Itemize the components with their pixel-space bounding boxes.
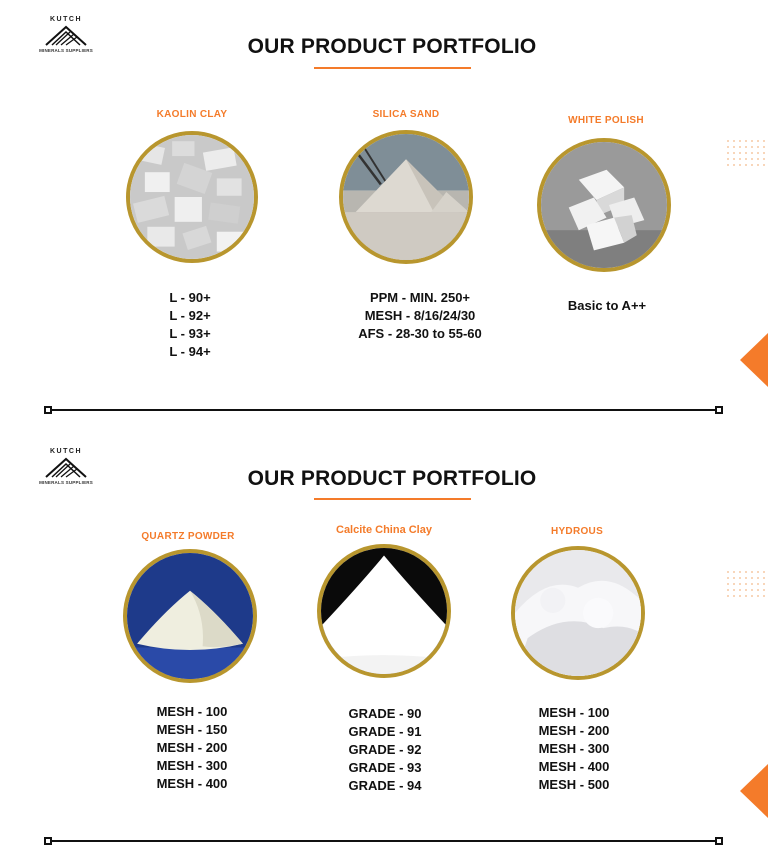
spec-line: GRADE - 92 xyxy=(348,742,422,757)
product-specs-silica-sand xyxy=(320,289,520,343)
quartz-powder-image xyxy=(123,549,257,683)
dot-grid-decoration xyxy=(724,138,768,166)
orange-triangle-decoration xyxy=(740,333,768,387)
spec-line: MESH - 400 xyxy=(156,776,228,791)
spec-line: L - 94+ xyxy=(169,344,211,359)
title-underline xyxy=(314,67,471,69)
divider-endcap-right xyxy=(715,837,723,845)
orange-triangle-decoration xyxy=(740,764,768,818)
brand-tagline: MINERALS SUPPLIERS xyxy=(39,48,93,53)
calcite-china-clay-image xyxy=(317,544,451,678)
product-label-calcite-china-clay: Calcite China Clay xyxy=(336,524,432,536)
divider-endcap-left xyxy=(44,406,52,414)
spec-line: GRADE - 91 xyxy=(348,724,422,739)
spec-line: GRADE - 93 xyxy=(348,760,422,775)
divider-endcap-left xyxy=(44,837,52,845)
spec-line: Basic to A++ xyxy=(567,298,647,313)
spec-line: GRADE - 94 xyxy=(348,778,422,793)
spec-line: MESH - 200 xyxy=(538,723,610,738)
spec-line: MESH - 500 xyxy=(538,777,610,792)
spec-line: MESH - 300 xyxy=(538,741,610,756)
spec-line: GRADE - 90 xyxy=(348,706,422,721)
page-title: OUR PRODUCT PORTFOLIO xyxy=(247,35,537,58)
product-specs-white-polish xyxy=(507,297,707,315)
product-specs-calcite-china-clay xyxy=(285,705,485,795)
section-divider xyxy=(48,840,720,842)
product-label-kaolin-clay: KAOLIN CLAY xyxy=(156,109,228,120)
spec-line: MESH - 400 xyxy=(538,759,610,774)
title-underline xyxy=(314,498,471,500)
dot-grid-decoration xyxy=(724,569,768,597)
spec-line: L - 92+ xyxy=(169,308,211,323)
product-specs-hydrous xyxy=(474,704,674,794)
section-divider xyxy=(48,409,720,411)
kaolin-clay-image xyxy=(126,131,258,263)
silica-sand-image xyxy=(339,130,473,264)
spec-line: MESH - 300 xyxy=(156,758,228,773)
brand-tagline: MINERALS SUPPLIERS xyxy=(39,480,93,485)
spec-line: PPM - MIN. 250+ xyxy=(369,290,471,305)
spec-line: MESH - 200 xyxy=(156,740,228,755)
page-title: OUR PRODUCT PORTFOLIO xyxy=(247,467,537,490)
product-label-quartz-powder: QUARTZ POWDER xyxy=(141,531,235,542)
product-label-hydrous: HYDROUS xyxy=(550,526,604,537)
spec-line: L - 93+ xyxy=(169,326,211,341)
portfolio-section-2 xyxy=(0,431,768,862)
divider-endcap-right xyxy=(715,406,723,414)
hydrous-image xyxy=(511,546,645,680)
product-specs-quartz-powder xyxy=(92,703,292,793)
product-label-silica-sand: SILICA SAND xyxy=(372,109,440,120)
spec-line: L - 90+ xyxy=(169,290,211,305)
spec-line: MESH - 100 xyxy=(156,704,228,719)
spec-line: MESH - 8/16/24/30 xyxy=(364,308,476,323)
spec-line: AFS - 28-30 to 55-60 xyxy=(358,326,482,341)
brand-name: KUTCH xyxy=(50,448,82,455)
white-polish-image xyxy=(537,138,671,272)
product-label-white-polish: WHITE POLISH xyxy=(568,115,644,126)
product-specs-kaolin-clay xyxy=(90,289,290,361)
brand-name: KUTCH xyxy=(50,16,82,23)
spec-line: MESH - 100 xyxy=(538,705,610,720)
spec-line: MESH - 150 xyxy=(156,722,228,737)
